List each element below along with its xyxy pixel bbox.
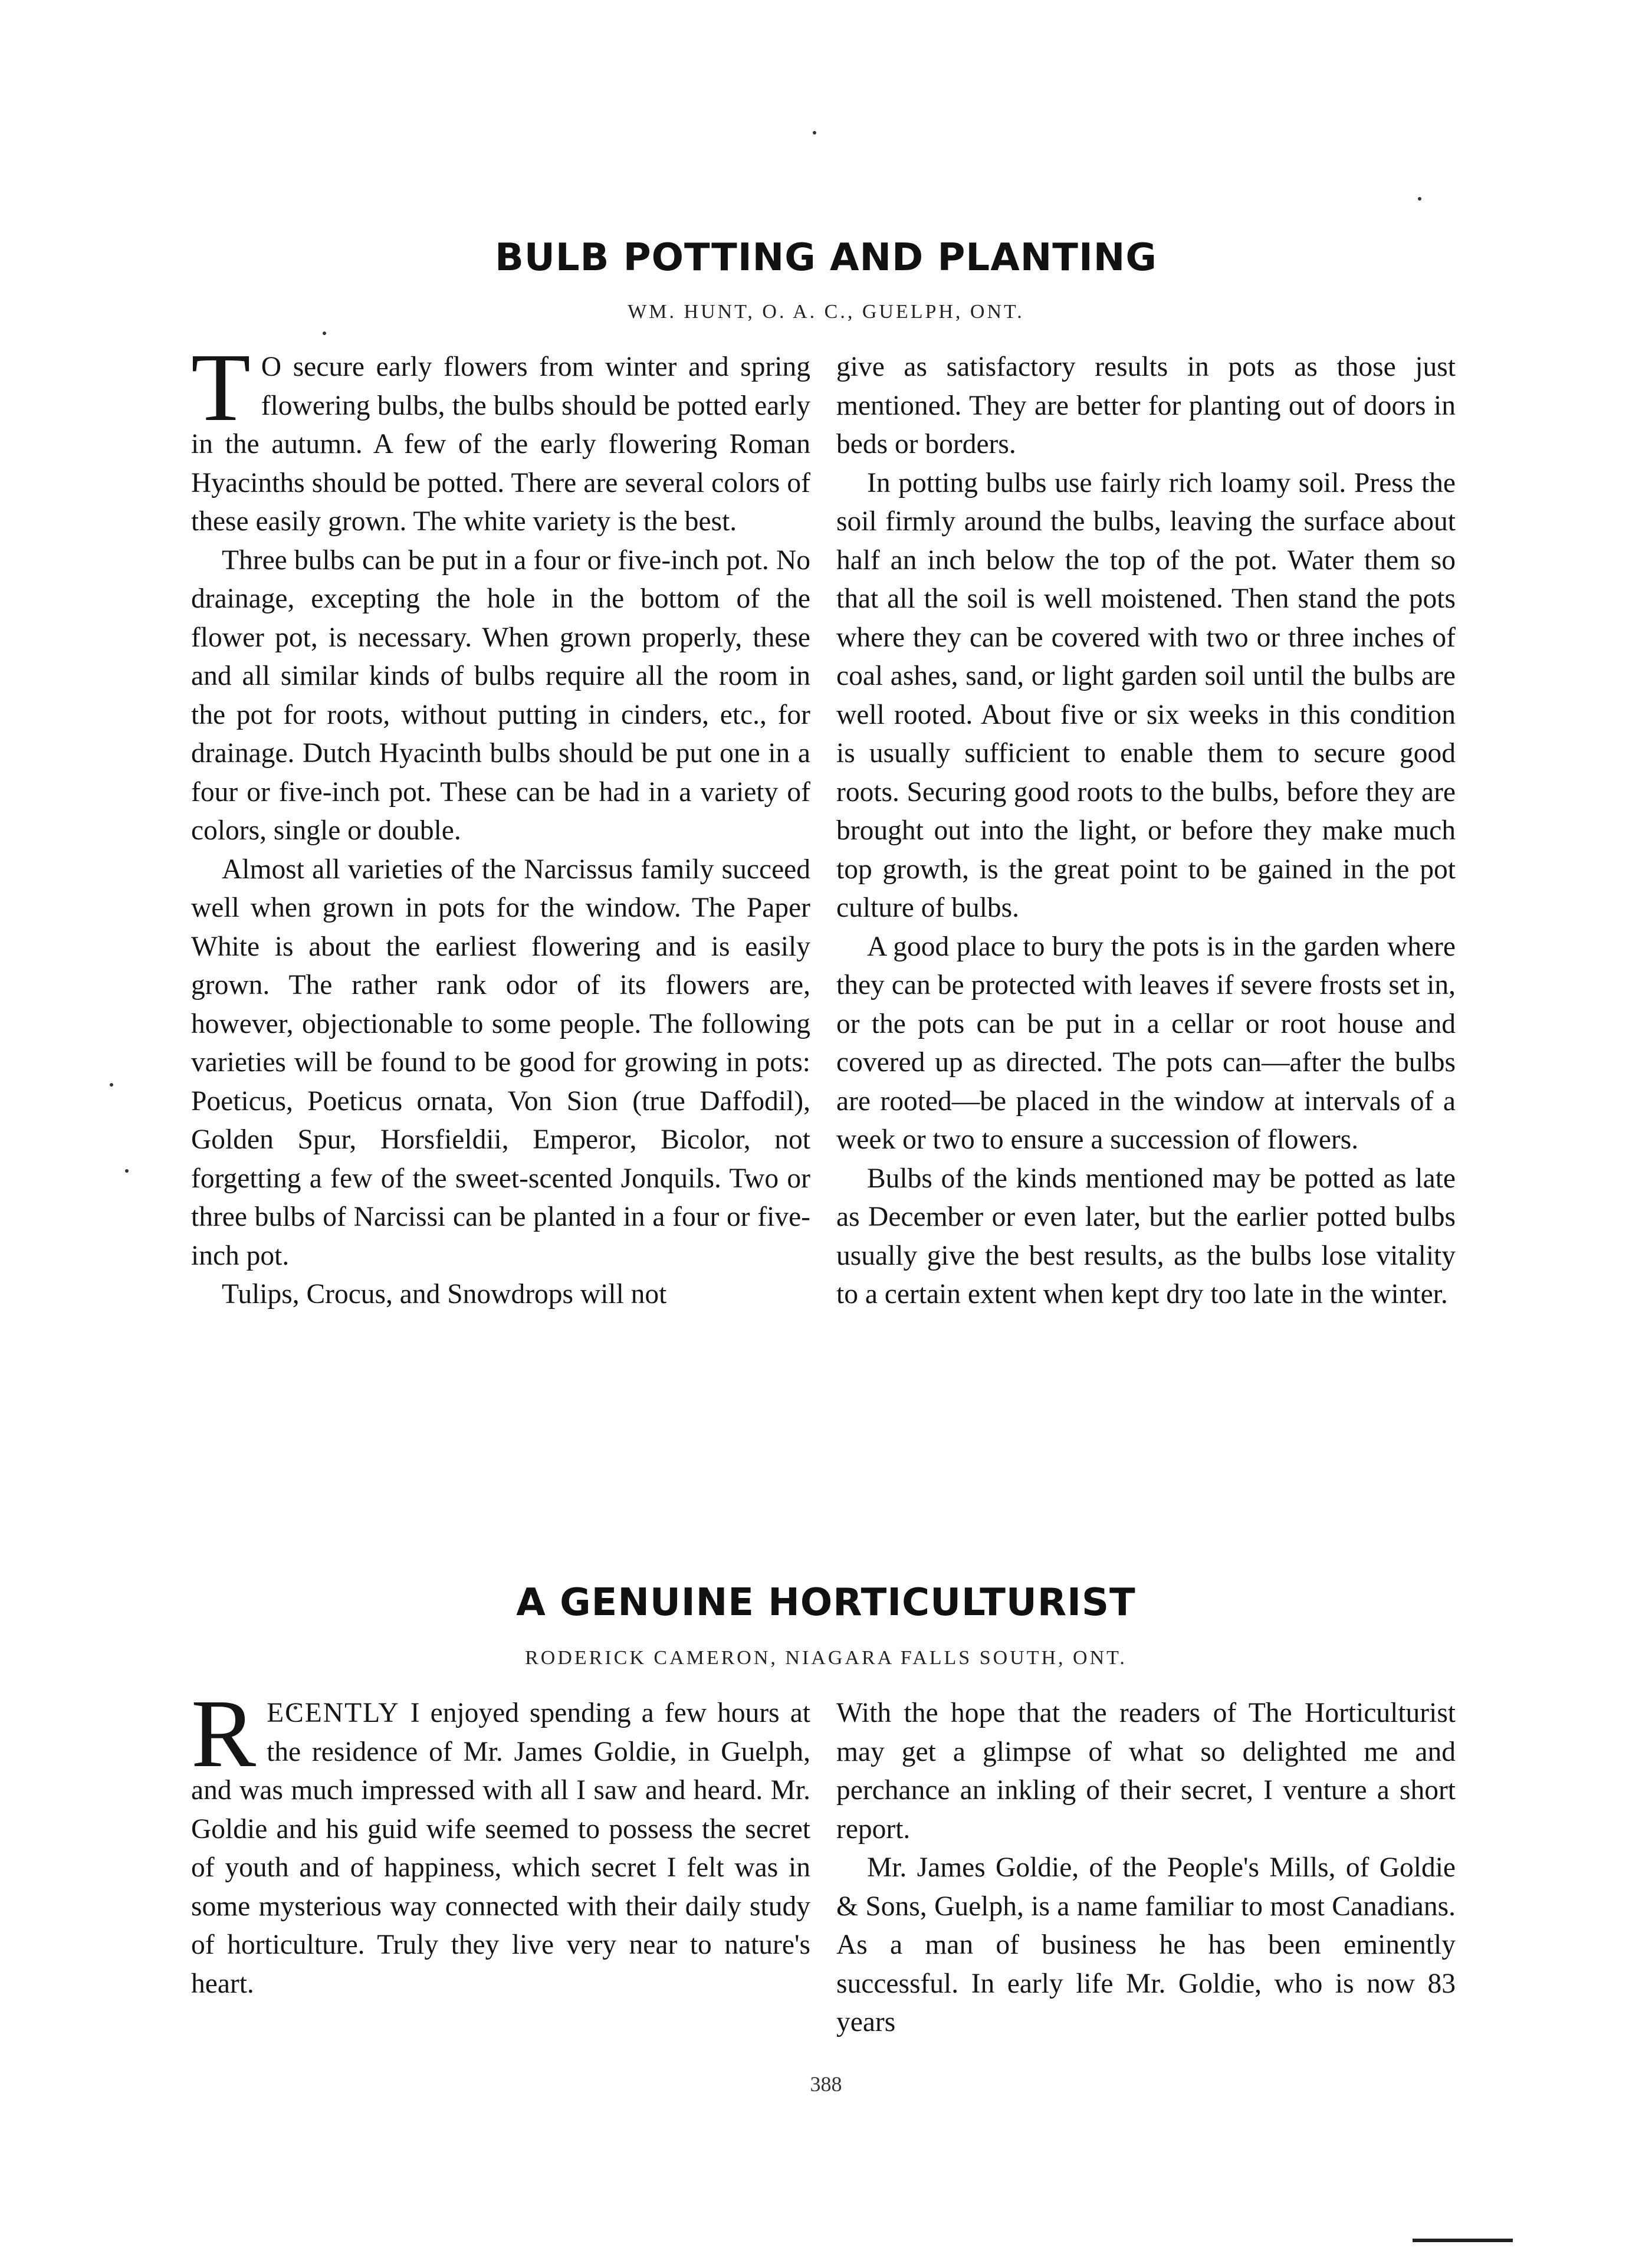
page-number: 388 — [810, 2072, 842, 2096]
paragraph: A good place to bury the pots is in the garden where they can be protected with leaves if severe frosts set in, or the pots can be put in a cellar or root house and covered up as directed. The pots can—after the bulbs are rooted—be placed in the window at intervals of a week or two to ensure a succession of flowers. — [836, 931, 1456, 1155]
continued-paragraph: give as satisfactory results in pots as those just mentioned. They are better for planting out of doors in beds or borders. — [836, 352, 1456, 460]
paragraph: Tulips, Crocus, and Snowdrops will not — [222, 1279, 667, 1310]
paragraph: Three bulbs can be put in a four or five-inch pot. No drainage, excepting the hole in the bottom of the flower pot, is necessary. When grown properly, these and all similar kinds of bulbs require all the room in the pot for roots, without putting in cinders, etc., for drainage. Dutch Hyacinth bulbs should be put one in a four or five-inch pot. These can be had in a variety of colors, single or double. — [191, 544, 810, 846]
article-1-opening-paragraph — [191, 333, 810, 542]
bottom-rule — [1413, 2239, 1513, 2242]
drop-cap: T — [191, 333, 251, 441]
print-speck — [813, 131, 816, 134]
article-1-byline: WM. HUNT, O. A. C., GUELPH, ONT. — [628, 301, 1024, 323]
print-speck — [323, 332, 326, 335]
print-speck — [1418, 197, 1421, 201]
article-2-left-column — [191, 1679, 810, 2003]
article-1-title: BULB POTTING AND PLANTING — [495, 236, 1157, 280]
paragraph: Mr. James Goldie, of the People's Mills, of Goldie & Sons, Guelph, is a name familiar to most Canadians. As a man of business he has been eminently successful. In early life Mr. Goldie, who is now 83 years — [836, 1852, 1456, 2037]
paragraph: In potting bulbs use fairly rich loamy soil. Press the soil firmly around the bulbs, leaving the surface about half an inch below the top of the pot. Water them so that all the soil is well moistened. Then stand the pots where they can be covered with two or three inches of coal ashes, sand, or light garden soil until the bulbs are well rooted. About five or six weeks in this condition is usually sufficient to enable them to secure good roots. Securing good roots to the bulbs, before they are brought out into the light, or before they make much top growth, is the great point to be gained in the pot culture of bulbs. — [836, 467, 1456, 923]
article-2-right-column — [836, 1694, 1456, 2042]
article-1-right-column — [836, 348, 1456, 1314]
continued-paragraph: With the hope that the readers of The Horticulturist may get a glimpse of what so delighted me and perchance an inkling of their secret, I venture a short report. — [836, 1698, 1456, 1845]
article-2-title: A GENUINE HORTICULTURIST — [516, 1581, 1136, 1625]
print-speck — [110, 1083, 113, 1087]
opening-paragraph-text: O secure early flowers from winter and spring flowering bulbs, the bulbs should be potted early in the autumn. A few of the early flowering Roman Hyacinths should be potted. There are several colors of these easily grown. The white variety is the best. — [191, 352, 810, 537]
drop-cap: R — [191, 1679, 257, 1787]
drop-cap-word: ECENTLY — [267, 1698, 400, 1728]
article-2-byline: RODERICK CAMERON, NIAGARA FALLS SOUTH, ONT. — [525, 1647, 1127, 1669]
opening-paragraph-text: I enjoyed spending a few hours at the residence of Mr. James Goldie, in Guelph, and was much impressed with all I saw and heard. Mr. Goldie and his guid wife seemed to possess the secret of youth and of happiness, which secret I felt was in some mysterious way connected with their daily study of horticulture. Truly they live very near to nature's heart. — [191, 1698, 810, 1999]
article-1-left-column — [191, 333, 810, 1314]
paragraph: Almost all varieties of the Narcissus family succeed well when grown in pots for the window. The Paper White is about the earliest flowering and is easily grown. The rather rank odor of its flowers are, however, objectionable to some people. The following varieties will be found to be good for growing in pots: Poeticus, Poeticus ornata, Von Sion (true Daffodil), Golden Spur, Horsfieldii, Emperor, Bicolor, not forgetting a few of the sweet-scented Jonquils. Two or three bulbs of Narcissi can be planted in a four or five-inch pot. — [191, 854, 810, 1271]
print-speck — [125, 1169, 129, 1173]
article-2-opening-paragraph — [191, 1679, 810, 2003]
paragraph: Bulbs of the kinds mentioned may be potted as late as December or even later, but the earlier potted bulbs usually give the best results, as the bulbs lose vitality to a certain extent when kept dry too late in the winter. — [836, 1163, 1456, 1310]
